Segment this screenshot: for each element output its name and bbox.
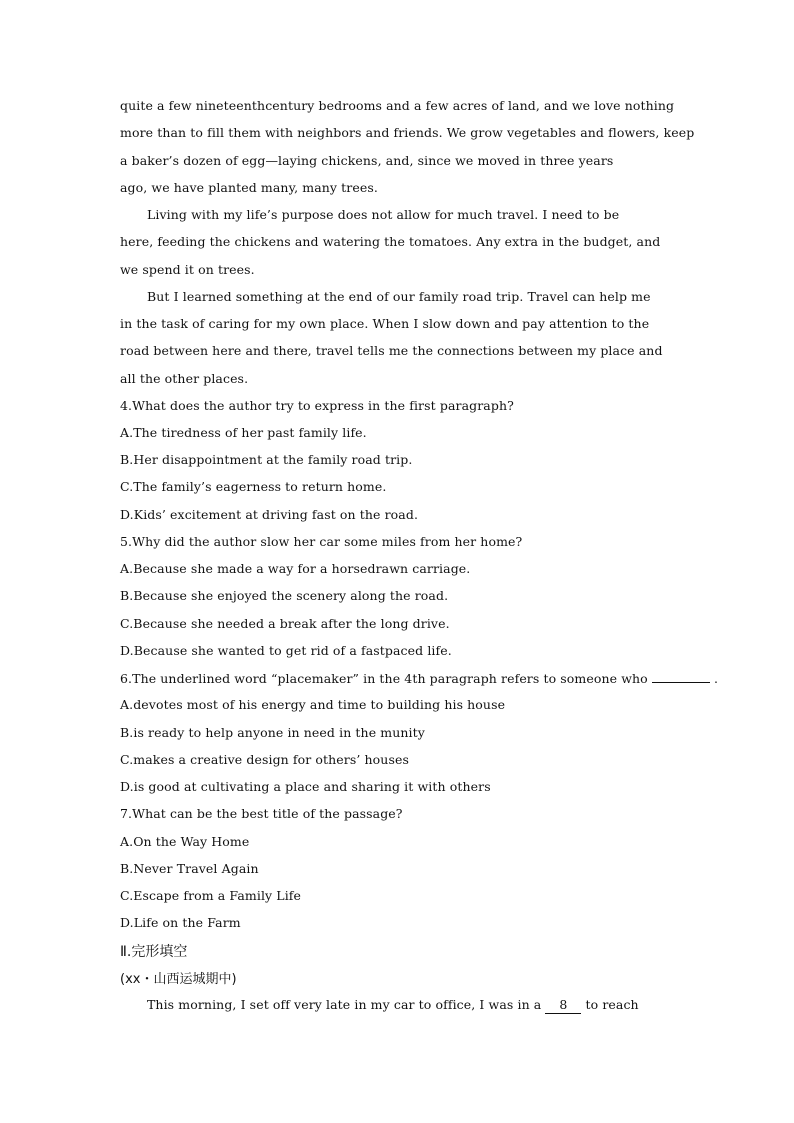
question-stem-with-blank <box>120 670 760 687</box>
passage-line: But I learned something at the end of our family road trip. Travel can help me <box>147 289 651 304</box>
answer-option: A.Because she made a way for a horsedrawn carriage. <box>120 561 471 576</box>
passage-line: road between here and there, travel tells me the connections between my place and <box>120 343 663 358</box>
answer-option: C.makes a creative design for others’ houses <box>120 752 409 767</box>
cloze-blank[interactable]: 8 <box>545 997 581 1014</box>
answer-option: C.The family’s eagerness to return home. <box>120 479 387 494</box>
answer-option: A.On the Way Home <box>120 834 250 849</box>
passage-line: all the other places. <box>120 371 249 386</box>
passage-line: a baker’s dozen of egg—laying chickens, and, since we moved in three years <box>120 153 614 168</box>
passage-line: we spend it on trees. <box>120 262 255 277</box>
answer-option: A.devotes most of his energy and time to building his house <box>120 697 506 712</box>
passage-line: here, feeding the chickens and watering the tomatoes. Any extra in the budget, and <box>120 234 661 249</box>
cloze-text: to reach <box>585 997 639 1012</box>
answer-option: B.Her disappointment at the family road trip. <box>120 452 413 467</box>
passage-line: in the task of caring for my own place. When I slow down and pay attention to the <box>120 316 650 331</box>
question-stem: 4.What does the author try to express in the first paragraph? <box>120 398 514 413</box>
question-stem: 7.What can be the best title of the passage? <box>120 806 403 821</box>
answer-option: A.The tiredness of her past family life. <box>120 425 367 440</box>
answer-option: D.Because she wanted to get rid of a fastpaced life. <box>120 643 452 658</box>
cloze-line <box>147 997 727 1014</box>
answer-option: B.Because she enjoyed the scenery along the road. <box>120 588 449 603</box>
answer-blank[interactable] <box>652 670 710 683</box>
question-stem: 5.Why did the author slow her car some miles from her home? <box>120 534 523 549</box>
passage-line: Living with my life’s purpose does not allow for much travel. I need to be <box>147 207 620 222</box>
question-text: 6.The underlined word “placemaker” in the 4th paragraph refers to someone who <box>120 671 648 686</box>
passage-line: quite a few nineteenthcentury bedrooms and a few acres of land, and we love nothing <box>120 98 675 113</box>
section-source: (xx・山西运城期中) <box>120 972 237 987</box>
answer-option: D.is good at cultivating a place and sharing it with others <box>120 779 491 794</box>
passage-line: ago, we have planted many, many trees. <box>120 180 378 195</box>
cloze-text: This morning, I set off very late in my car to office, I was in a <box>147 997 542 1012</box>
answer-option: B.is ready to help anyone in need in the munity <box>120 725 425 740</box>
question-period: . <box>713 671 719 686</box>
answer-option: D.Life on the Farm <box>120 915 241 930</box>
answer-option: D.Kids’ excitement at driving fast on the road. <box>120 507 419 522</box>
section-heading: Ⅱ.完形填空 <box>120 944 188 960</box>
answer-option: B.Never Travel Again <box>120 861 259 876</box>
answer-option: C.Because she needed a break after the long drive. <box>120 616 450 631</box>
passage-line: more than to fill them with neighbors and friends. We grow vegetables and flowers, keep <box>120 125 695 140</box>
answer-option: C.Escape from a Family Life <box>120 888 302 903</box>
